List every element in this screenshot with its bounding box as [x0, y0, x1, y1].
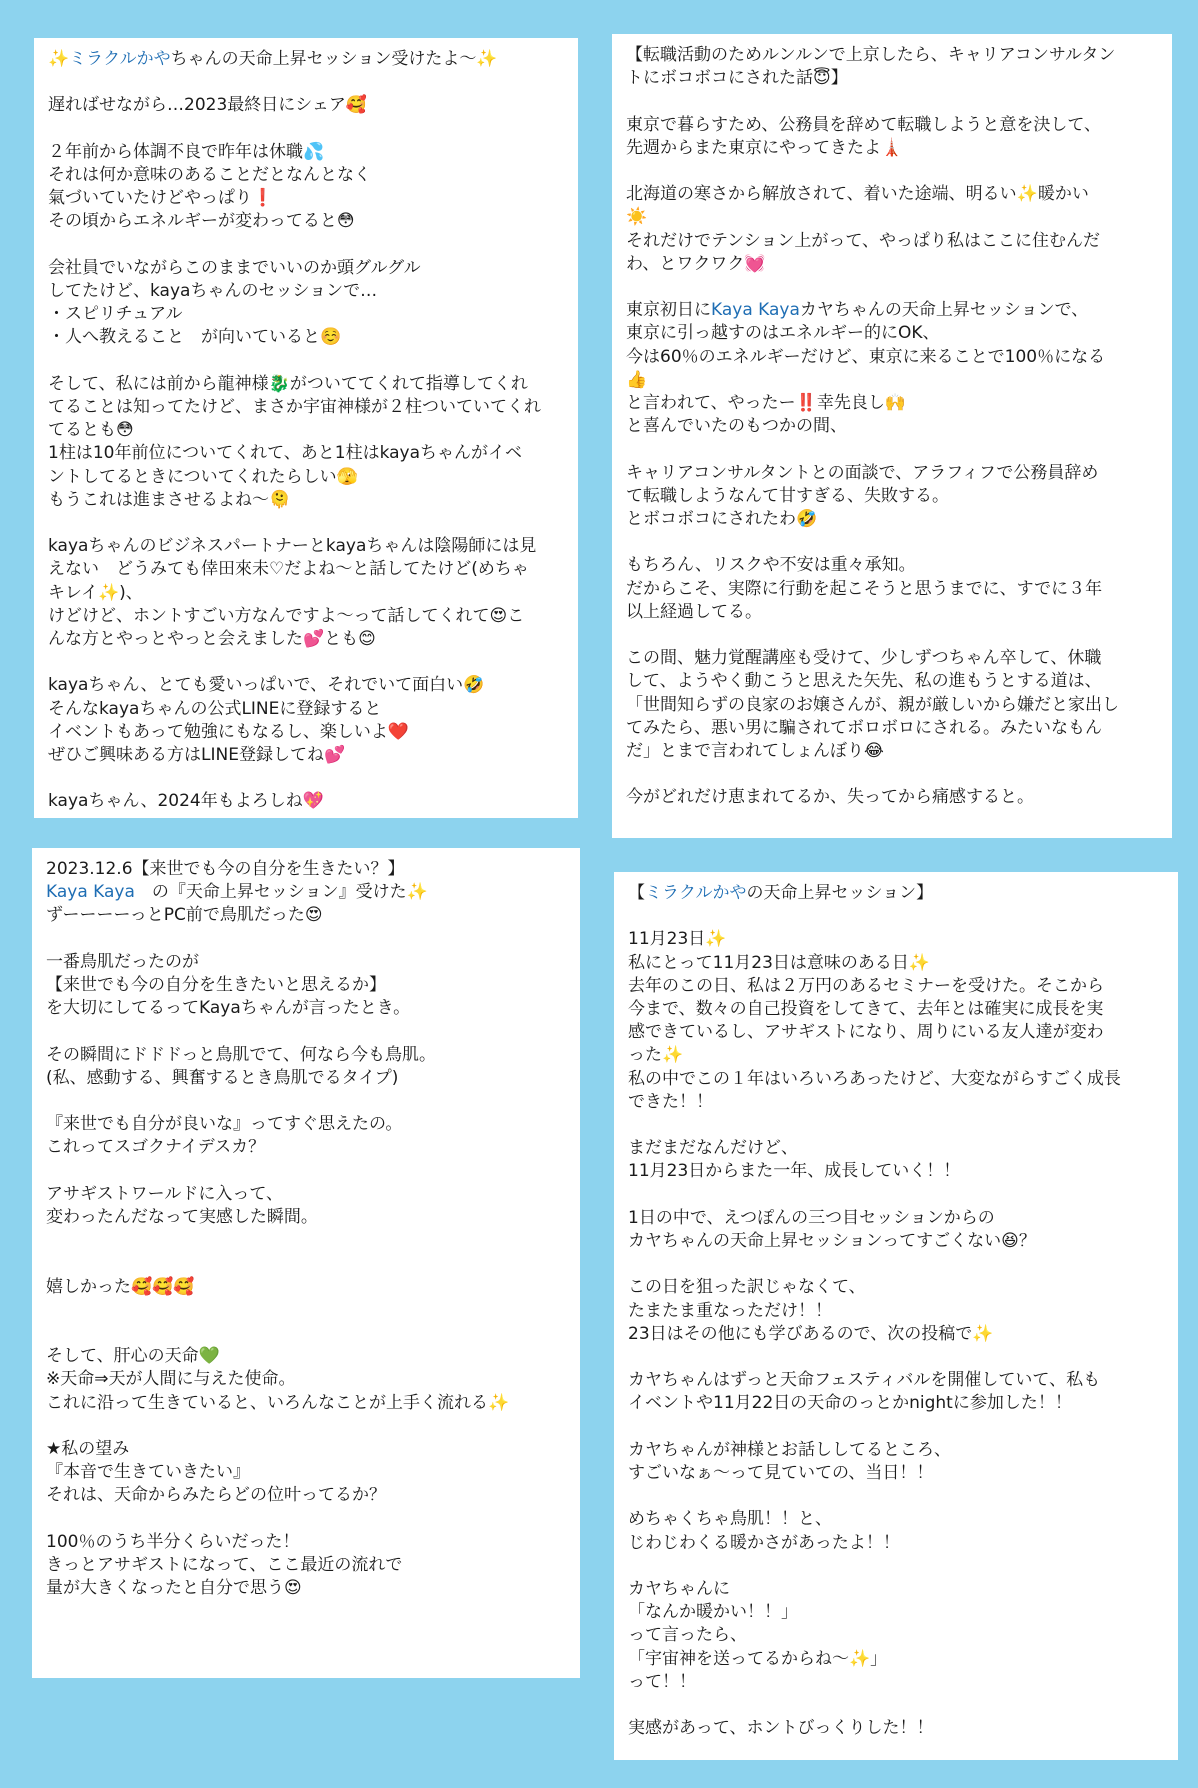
post-line: [628, 1253, 1166, 1276]
post-line: った✨: [628, 1045, 684, 1066]
post-line: てみたら、悪い男に騙されてボロボロにされる。みたいなもん: [626, 717, 1102, 738]
post-line: てることは知ってたけど、まさか宇宙神様が２柱ついていてくれ: [48, 396, 541, 417]
post-line: その頃からエネルギーが変わってると😳: [48, 211, 355, 232]
post-line: [628, 882, 1166, 905]
post-line: [626, 763, 1160, 786]
post-line: [46, 881, 568, 904]
post-line: 遅ればせながら…2023最終日にシェア🥰: [48, 95, 368, 116]
post-line: すごいなぁ〜って見ていての、当日！！: [628, 1462, 934, 1483]
post-line: キレイ✨)、: [48, 582, 143, 603]
post-line: それは、天命からみたらどの位叶ってるか？: [46, 1485, 386, 1506]
post-line: [46, 1090, 568, 1113]
post-line: 以上経過してる。: [626, 601, 762, 622]
post-line: て転職しようなんて甘すぎる、失敗する。: [626, 485, 949, 506]
post-line: ントしてるときについてくれたらしい🫣: [48, 466, 358, 487]
post-line: 今は60％のエネルギーだけど、東京に来ることで100％になる: [626, 346, 1106, 367]
post-line: [628, 1114, 1166, 1137]
post-text: カヤちゃんの天命上昇セッションで、: [799, 300, 1089, 321]
post-line: だからこそ、実際に行動を起こそうと思うまでに、すでに３年: [626, 578, 1103, 599]
name-link[interactable]: Kaya Kaya: [46, 882, 135, 903]
post-line: カヤちゃんの天命上昇セッションってすごくない😆？: [628, 1231, 1036, 1251]
post-line: [626, 624, 1160, 647]
post-line: 👍: [626, 369, 648, 390]
post-line: めちゃくちゃ鳥肌！！と、: [628, 1509, 832, 1530]
post-line: んな方とやっとやっと会えました💕とも😊: [48, 629, 376, 649]
post-line: たまたま重なっただけ！！: [628, 1300, 832, 1321]
post-line: キャリアコンサルタントとの面談で、アラフィフで公務員辞め: [626, 462, 1099, 483]
pre-text: 【: [628, 883, 645, 903]
post-line: [48, 118, 566, 141]
post-line: ぜひご興味ある方はLINE登録してね💕: [48, 745, 346, 765]
post-line: kayaちゃん、とても愛いっぱいで、それでいて面白い🤣: [48, 675, 485, 696]
post-line: カヤちゃんはずっと天命フェスティバルを開催していて、私も: [628, 1370, 1101, 1391]
post-line: 『本音で生きていきたい』: [46, 1462, 250, 1483]
post-line: とボコボコにされたわ🤣: [626, 509, 818, 529]
post-line: 【来世でも今の自分を生きたいと思えるか】: [46, 975, 386, 995]
post-line: 会社員でいながらこのままでいいのか頭グルグル: [48, 257, 421, 278]
post-line: イベントもあって勉強にもなるし、楽しいよ❤️: [48, 721, 409, 742]
post-line: [628, 1485, 1166, 1508]
post-text: の『天命上昇セッション』受けた✨: [134, 882, 428, 903]
post-line: [46, 1508, 568, 1531]
post-line: カヤちゃんが神様とお話ししてるところ、: [628, 1439, 951, 1460]
post-line: [626, 438, 1160, 461]
post-line: カヤちゃんに: [628, 1578, 730, 1599]
post-line: できた！！: [628, 1091, 713, 1112]
post-line: それだけでテンション上がって、やっぱり私はここに住むんだ: [626, 230, 1101, 251]
post-line: そんなkayaちゃんの公式LINEに登録すると: [48, 698, 382, 719]
post-line: トにボコボコにされた話😇】: [626, 68, 848, 89]
post-line: けどけど、ホントすごい方なんですよ〜って話してくれて😍こ: [48, 605, 525, 626]
post-line: 東京に引っ越すのはエネルギー的にOK、: [626, 323, 940, 344]
post-line: ２年前から体調不良で昨年は休職💦: [48, 141, 325, 162]
post-line: 去年のこの日、私は２万円のあるセミナーを受けた。そこから: [628, 975, 1104, 996]
post-line: 2023.12.6【来世でも今の自分を生きたい？】: [46, 859, 405, 879]
post-line: 100％のうち半分くらいだった！: [46, 1531, 300, 1552]
post-line: [628, 905, 1166, 928]
post-line: もうこれは進まさせるよね〜🫠: [48, 489, 291, 510]
post-card-3: [32, 848, 580, 1678]
post-line: って言ったら、: [628, 1625, 747, 1646]
post-line: 11月23日✨: [628, 929, 727, 950]
post-line: それは何か意味のあることだとなんとなく: [48, 164, 371, 185]
post-line: 私にとって11月23日は意味のある日✨: [628, 952, 931, 973]
post-line: [628, 1555, 1166, 1578]
post-line: [626, 299, 1160, 322]
post-text: の天命上昇セッション】: [746, 883, 934, 903]
post-line: kayaちゃん、2024年もよろしね💖: [48, 791, 324, 812]
post-line: [48, 350, 566, 373]
post-line: 『来世でも自分が良いな』ってすぐ思えたの。: [46, 1114, 403, 1135]
post-line: して、ようやく動こうと思えた矢先、私の進もうとする道は、: [626, 671, 1102, 692]
post-line: 「なんか暖かい！！」: [628, 1602, 798, 1623]
post-line: ずーーーーっとPC前で鳥肌だった😍: [46, 905, 323, 926]
post-line: と喜んでいたのもつかの間、: [626, 416, 847, 437]
post-line: [626, 160, 1160, 183]
post-line: そして、肝心の天命💚: [46, 1346, 220, 1367]
post-line: 感できているし、アサギストになり、周りにいる友人達が変わ: [628, 1022, 1104, 1043]
post-line: [48, 234, 566, 257]
post-line: じわじわくる暖かさがあったよ！！: [628, 1532, 900, 1553]
post-line: [628, 1694, 1166, 1717]
post-line: [48, 651, 566, 674]
post-line: [48, 71, 566, 94]
post-line: [46, 928, 568, 951]
post-line: これってスゴクナイデスカ？: [46, 1137, 266, 1158]
name-link[interactable]: ミラクルかや: [69, 49, 171, 69]
post-line: もちろん、リスクや不安は重々承知。: [626, 555, 916, 576]
post-line: この日を狙った訳じゃなくて、: [628, 1277, 866, 1298]
post-line: ・スピリチュアル: [48, 304, 183, 325]
post-line: と言われて、やったー‼️幸先良し🙌: [626, 393, 906, 413]
post-line: 今まで、数々の自己投資をしてきて、去年とは確実に成長を実: [628, 999, 1104, 1019]
post-line: きっとアサギストになって、ここ最近の流れで: [46, 1554, 403, 1575]
post-line: (私、感動する、興奮するとき鳥肌でるタイプ): [46, 1067, 399, 1088]
name-link[interactable]: Kaya Kaya: [711, 300, 800, 321]
post-line: 「世間知らずの良家のお嬢さんが、親が厳しいから嫌だと家出し: [626, 694, 1119, 715]
post-line: まだまだなんだけど、: [628, 1138, 798, 1159]
post-line: わ、とワクワク💓: [626, 253, 766, 274]
post-line: [628, 1416, 1166, 1439]
post-line: [46, 1299, 568, 1322]
post-line: アサギストワールドに入って、: [46, 1183, 283, 1204]
post-line: これに沿って生きていると、いろんなことが上手く流れる✨: [46, 1392, 510, 1413]
post-line: [626, 90, 1160, 113]
post-line: してたけど、kayaちゃんのセッションで…: [48, 280, 378, 301]
post-line: だ」とまで言われてしょんぼり😂: [626, 741, 884, 761]
post-line: この間、魅力覚醒講座も受けて、少しずつちゃん卒して、休職: [626, 648, 1102, 669]
post-line: ☀️: [626, 207, 648, 228]
post-card-1: [34, 38, 578, 818]
post-line: 実感があって、ホントびっくりした！！: [628, 1718, 934, 1739]
post-card-4: [614, 872, 1178, 1760]
post-line: 一番鳥肌だったのが: [46, 951, 199, 972]
post-line: 氣づいていたけどやっぱり❗: [48, 188, 274, 209]
post-line: ★私の望み: [46, 1438, 130, 1459]
post-line: [46, 1252, 568, 1275]
post-line: 23日はその他にも学びあるので、次の投稿で✨: [628, 1323, 994, 1344]
post-line: 私の中でこの１年はいろいろあったけど、大変ながらすごく成長: [628, 1068, 1121, 1089]
post-line: 嬉しかった🥰🥰🥰: [46, 1276, 195, 1297]
post-text: ちゃんの天命上昇セッション受けたよ〜✨: [170, 49, 498, 69]
post-line: 1柱は10年前位についてくれて、あと1柱はkayaちゃんがイベ: [48, 443, 523, 464]
post-line: イベントや11月22日の天命のっとかnightに参加した！！: [628, 1393, 1072, 1414]
post-line: てるとも😳: [48, 420, 134, 441]
post-line: ※天命⇒天が人間に与えた使命。: [46, 1369, 296, 1390]
post-line: 東京で暮らすため、公務員を辞めて転職しようと意を決して、: [626, 114, 1101, 135]
post-line: [48, 48, 566, 71]
post-line: [46, 1229, 568, 1252]
post-line: 1日の中で、えつぽんの三つ目セッションからの: [628, 1207, 995, 1228]
post-line: [46, 1322, 568, 1345]
post-line: その瞬間にドドドっと鳥肌でて、何なら今も鳥肌。: [46, 1044, 436, 1065]
post-line: 変わったんだなって実感した瞬間。: [46, 1206, 318, 1227]
name-link[interactable]: ミラクルかや: [645, 883, 747, 903]
pre-text: 東京初日に: [626, 300, 711, 321]
post-line: そして、私には前から龍神様🐉がついててくれて指導してくれ: [48, 373, 528, 394]
post-line: [48, 767, 566, 790]
post-line: [628, 1184, 1166, 1207]
post-line: を大切にしてるってKayaちゃんが言ったとき。: [46, 998, 411, 1019]
post-line: [46, 1415, 568, 1438]
post-line: 11月23日からまた一年、成長していく！！: [628, 1161, 961, 1182]
post-line: [48, 512, 566, 535]
post-card-2: [612, 34, 1172, 838]
pre-text: ✨: [48, 49, 70, 69]
post-line: 「宇宙神を送ってるからね〜✨」: [628, 1648, 888, 1669]
post-line: 【転職活動のためルンルンで上京したら、キャリアコンサルタン: [626, 45, 1116, 65]
post-line: えない どうみても倖田來未♡だよね〜と話してたけど(めちゃ: [48, 559, 529, 580]
post-line: ・人へ教えること が向いていると☺️: [48, 327, 342, 348]
post-line: [46, 1160, 568, 1183]
post-line: [46, 1020, 568, 1043]
post-line: って！！: [628, 1671, 696, 1692]
post-line: [626, 276, 1160, 299]
post-line: 今がどれだけ恵まれてるか、失ってから痛感すると。: [626, 787, 1034, 808]
post-line: 先週からまた東京にやってきたよ🗼: [626, 137, 903, 158]
post-line: [626, 531, 1160, 554]
post-line: kayaちゃんのビジネスパートナーとkayaちゃんは陰陽師には見: [48, 536, 537, 557]
post-line: [628, 1346, 1166, 1369]
post-line: 北海道の寒さから解放されて、着いた途端、明るい✨暖かい: [626, 184, 1089, 205]
post-line: 量が大きくなったと自分で思う😍: [46, 1578, 302, 1599]
